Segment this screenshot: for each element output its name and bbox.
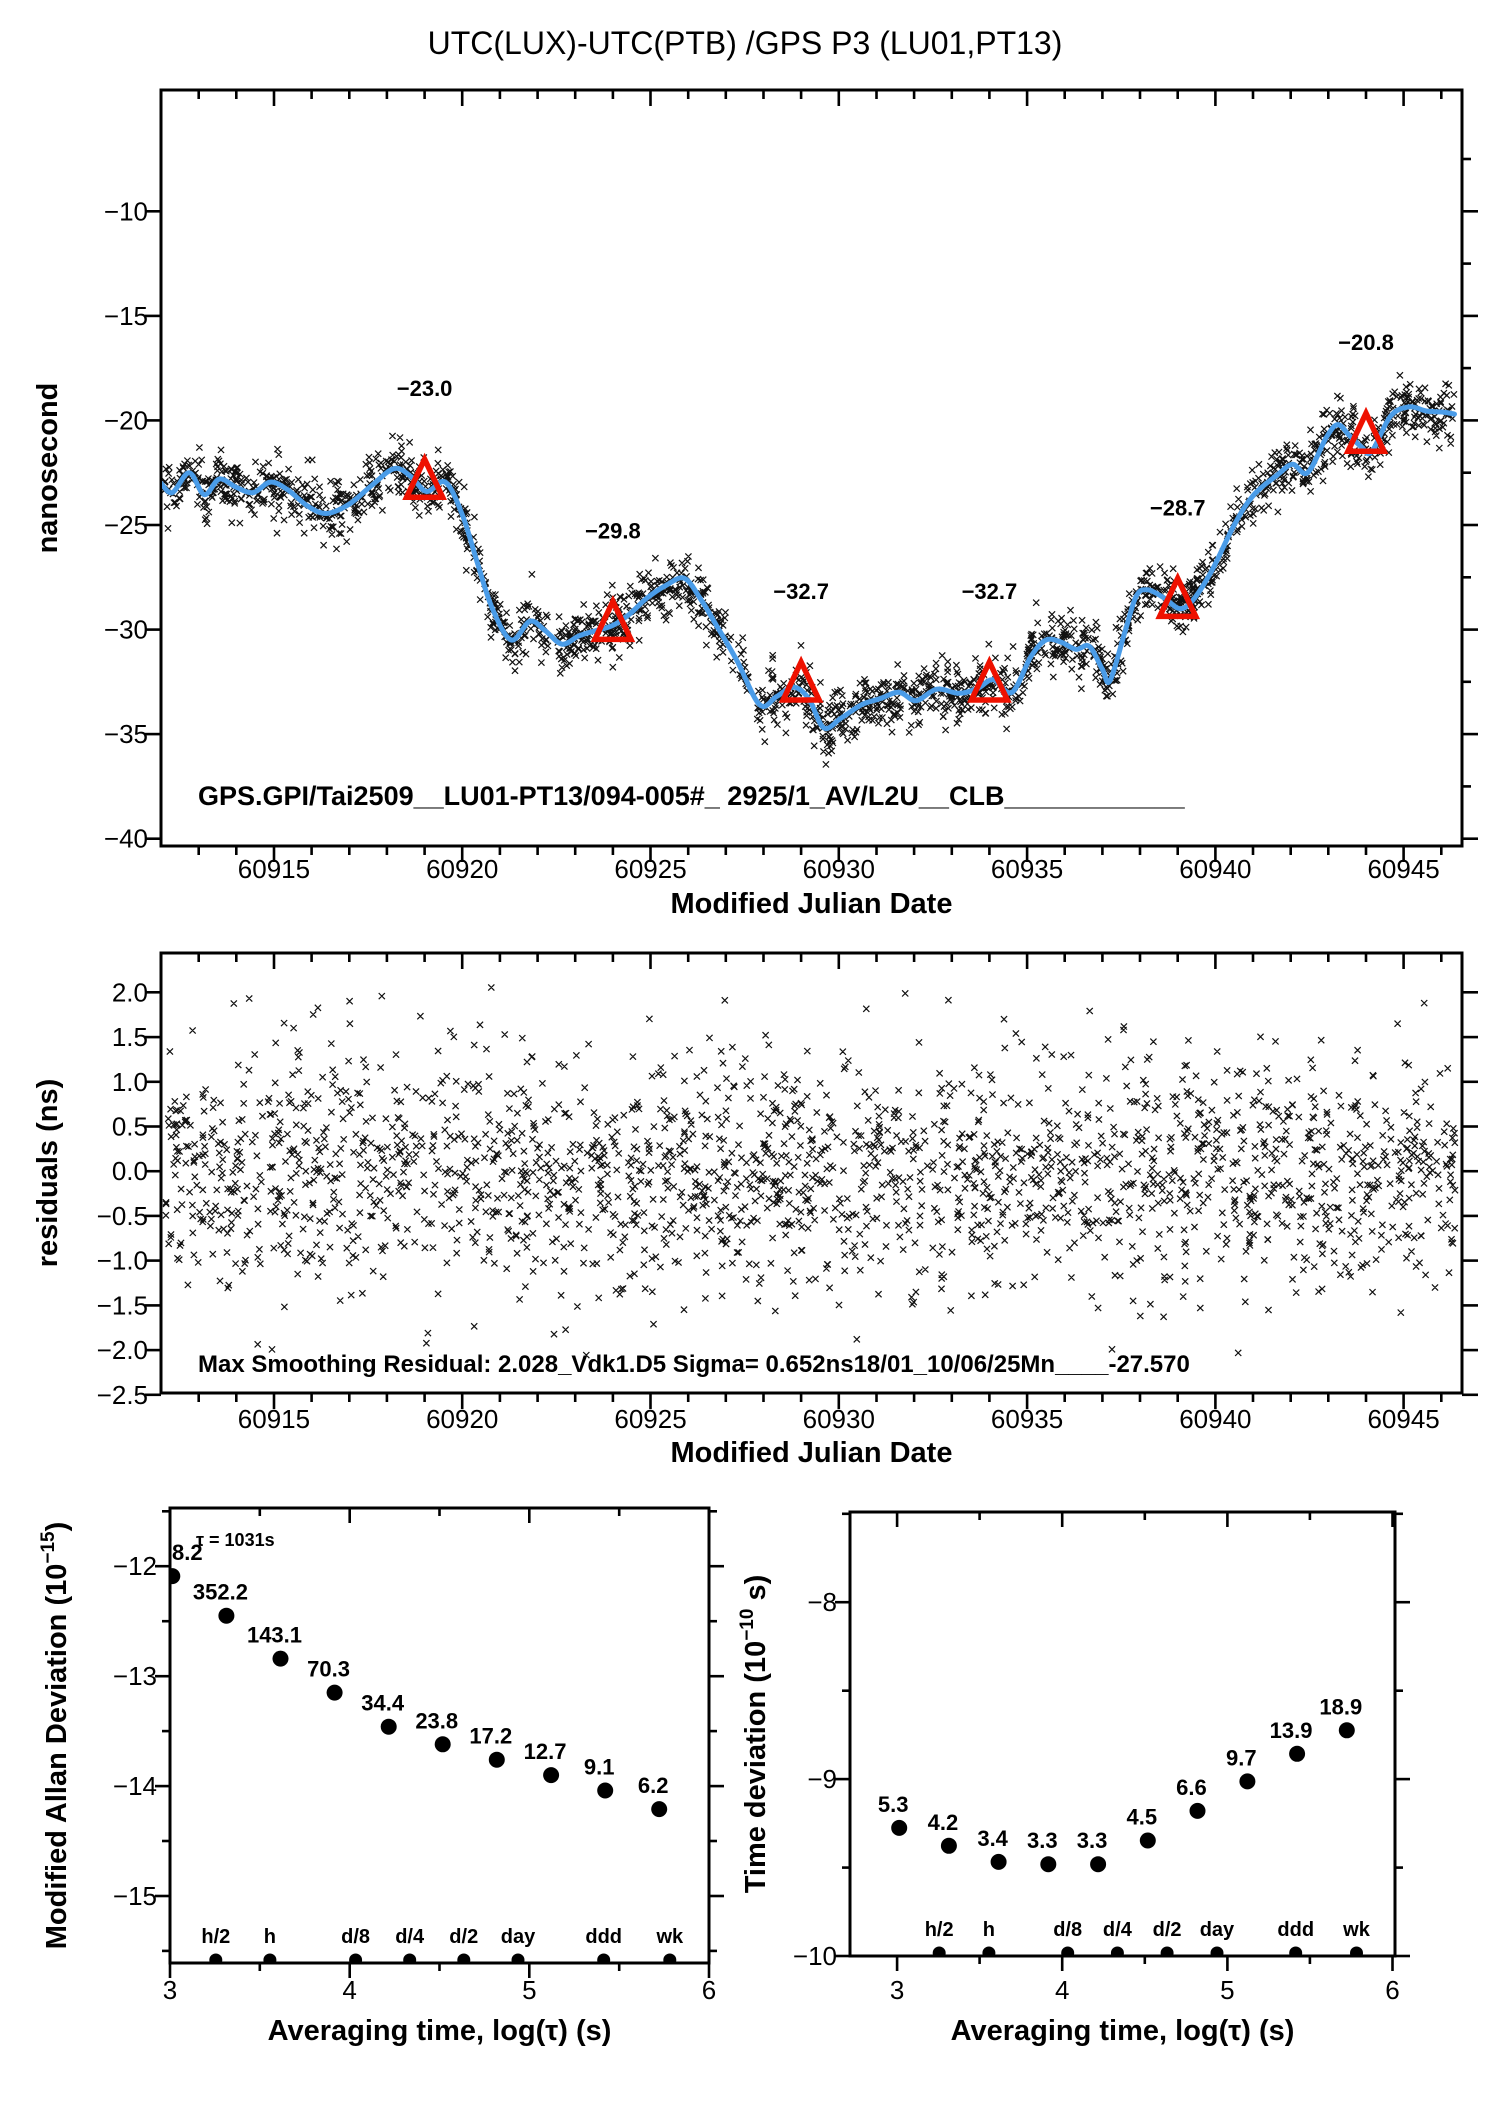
- calibration-marker-label: −32.7: [961, 579, 1018, 605]
- mdev-plot-y-axis-label: Modified Allan Deviation $(10^{-15})$: [38, 1521, 73, 1950]
- residuals-y-tick-label: −2.0: [96, 1335, 148, 1366]
- top-plot-y-tick-label: −15: [103, 300, 148, 331]
- tdev-plot-frame: [850, 1512, 1395, 1956]
- mdev-plot-data-point: [651, 1801, 667, 1817]
- tdev-plot-point-label: 3.4: [977, 1825, 1008, 1851]
- tdev-plot-point-label: 18.9: [1319, 1694, 1363, 1720]
- residuals-y-tick-label: −2.5: [96, 1379, 148, 1410]
- calibration-marker-label: −20.8: [1338, 330, 1394, 356]
- mdev-plot-point-label: 9.1: [583, 1754, 615, 1780]
- residuals-x-tick-label: 60920: [426, 1404, 499, 1434]
- residuals-x-tick-label: 60940: [1179, 1404, 1252, 1434]
- mdev-plot: [38, 1508, 724, 2047]
- time-mark-label: d/4: [1102, 1919, 1132, 1941]
- time-mark-dot: [1211, 1947, 1224, 1960]
- residuals-plot-frame: [161, 953, 1462, 1393]
- residuals-y-tick-label: 2.0: [111, 977, 148, 1008]
- time-mark-dot: [982, 1947, 995, 1960]
- mdev-plot-data-point: [327, 1685, 343, 1701]
- tdev-plot-y-tick-label: −8: [807, 1587, 837, 1618]
- time-mark-dot: [1289, 1947, 1302, 1960]
- residuals-x-tick-label: 60935: [990, 1404, 1064, 1434]
- tdev-plot-x-tick-label: 4: [1054, 1975, 1070, 2005]
- top-plot-x-major-ticks-top: [274, 90, 1404, 106]
- tdev-plot-y-axis-label: Time deviation ($10^{-10}$ s): [737, 1574, 772, 1894]
- mdev-plot-y-tick-label: −12: [112, 1551, 157, 1582]
- time-mark-dot: [663, 1954, 676, 1967]
- top-plot-y-tick-label: −30: [103, 614, 148, 645]
- top-plot-x-tick-label: 60915: [237, 854, 311, 884]
- time-mark-label: d/2: [449, 1926, 479, 1948]
- residuals-x-tick-label: 60930: [802, 1404, 875, 1434]
- top-plot-x-tick-label: 60925: [614, 854, 687, 884]
- mdev-plot-point-label: 8.2: [172, 1540, 203, 1566]
- top-plot-y-major-ticks-right: [1462, 211, 1478, 838]
- top-plot-y-tick-label: −10: [103, 196, 148, 227]
- time-mark-dot: [349, 1954, 362, 1967]
- time-mark-label: wk: [1343, 1919, 1370, 1941]
- tdev-plot-data-point: [891, 1820, 907, 1836]
- time-mark-label: d/8: [341, 1926, 371, 1948]
- tdev-plot-data-point: [1239, 1773, 1255, 1789]
- tdev-plot-baseline-marks: [933, 1947, 1363, 1960]
- mdev-plot-point-label: 34.4: [361, 1690, 405, 1716]
- tdev-plot-data-point: [1040, 1856, 1056, 1872]
- mdev-plot-point-label: 17.2: [469, 1723, 513, 1749]
- mdev-plot-x-tick-label: 5: [522, 1975, 537, 2005]
- mdev-plot-point-label: 12.7: [523, 1739, 567, 1765]
- tdev-plot-point-label: 5.3: [877, 1791, 909, 1817]
- time-mark-dot: [1350, 1947, 1363, 1960]
- time-mark-dot: [457, 1954, 470, 1967]
- mdev-plot-data-point: [218, 1608, 234, 1624]
- mdev-plot-x-tick-label: 4: [342, 1975, 357, 2005]
- mdev-plot-point-label: 70.3: [307, 1656, 350, 1682]
- tdev-plot-point-label: 4.5: [1126, 1804, 1158, 1830]
- mdev-plot-data-point: [543, 1767, 559, 1783]
- top-plot-annotation: GPS.GPI/Tai2509__LU01-PT13/094-005#_ 2925/1_AV/L2U__CLB____________: [198, 781, 1185, 811]
- tdev-plot-x-tick-label: 6: [1385, 1975, 1400, 2005]
- mdev-plot-data-point: [273, 1651, 289, 1667]
- top-plot-x-tick-label: 60945: [1367, 854, 1440, 884]
- top-plot-y-tick-label: −35: [103, 719, 148, 750]
- mdev-plot-x-tick-label: 3: [162, 1975, 178, 2005]
- tdev-plot-point-label: 6.6: [1176, 1774, 1207, 1800]
- mdev-plot-points: [164, 1568, 667, 1817]
- residuals-x-tick-label: 60915: [237, 1404, 311, 1434]
- mdev-plot-baseline-marks: [209, 1954, 676, 1967]
- mdev-plot-y-tick-label: −15: [112, 1880, 157, 1911]
- mdev-plot-data-point: [435, 1736, 451, 1752]
- residuals-plot: [32, 953, 1478, 1469]
- time-mark-label: h: [982, 1919, 996, 1941]
- time-mark-label: ddd: [585, 1926, 623, 1948]
- time-mark-label: ddd: [1277, 1919, 1315, 1941]
- mdev-plot-y-tick-label: −13: [112, 1661, 157, 1692]
- mdev-plot-data-point: [381, 1719, 397, 1735]
- residuals-x-tick-label: 60925: [614, 1404, 687, 1434]
- residuals-y-major-ticks-right: [1462, 992, 1478, 1395]
- residuals-y-tick-label: −1.0: [96, 1245, 148, 1276]
- tdev-plot-data-point: [1339, 1722, 1355, 1738]
- time-mark-label: h: [263, 1926, 277, 1948]
- tdev-plot-data-point: [991, 1854, 1007, 1870]
- time-mark-label: d/8: [1053, 1919, 1083, 1941]
- tdev-plot-y-tick-label: −9: [807, 1764, 837, 1795]
- time-mark-dot: [1111, 1947, 1124, 1960]
- mdev-plot-y-tick-label: −14: [112, 1771, 157, 1802]
- mdev-plot-data-point: [489, 1752, 505, 1768]
- tdev-plot-data-point: [1190, 1803, 1206, 1819]
- tdev-plot-y-major-ticks: [835, 1602, 850, 1956]
- top-plot-y-tick-label: −20: [103, 405, 148, 436]
- top-plot-x-tick-label: 60940: [1179, 854, 1252, 884]
- residuals-annotation: Max Smoothing Residual: 2.028_Vdk1.D5 Sigma= 0.652ns18/01_10/06/25Mn____-27.570: [198, 1351, 1190, 1378]
- tdev-plot-point-label: 4.2: [927, 1809, 959, 1835]
- tdev-plot-data-point: [1090, 1856, 1106, 1872]
- top-plot-x-tick-label: 60920: [426, 854, 499, 884]
- time-mark-dot: [263, 1954, 276, 1967]
- time-mark-label: wk: [656, 1926, 684, 1948]
- tdev-plot-point-label: 9.7: [1226, 1745, 1257, 1771]
- time-mark-dot: [597, 1954, 610, 1967]
- calibration-marker-label: −23.0: [396, 376, 453, 402]
- tdev-plot-point-label: 13.9: [1269, 1717, 1313, 1743]
- mdev-plot-tau-note: τ = 1031s: [196, 1530, 275, 1550]
- mdev-plot-x-tick-label: 6: [701, 1975, 717, 2005]
- top-plot-x-axis-label: Modified Julian Date: [670, 888, 953, 920]
- tdev-plot-x-axis-label: Averaging time, log(τ) (s): [950, 2015, 1295, 2047]
- tdev-plot-y-major-ticks-right: [1395, 1602, 1410, 1956]
- top-plot-y-tick-label: −40: [103, 823, 148, 854]
- mdev-plot-point-label: 352.2: [192, 1579, 248, 1605]
- tdev-plot-x-tick-label: 3: [889, 1975, 905, 2005]
- mdev-plot-point-label: 23.8: [415, 1708, 459, 1734]
- calibration-marker-label: −28.7: [1149, 495, 1206, 521]
- figure-title: UTC(LUX)-UTC(PTB) /GPS P3 (LU01,PT13): [427, 25, 1063, 61]
- residuals-y-tick-label: 1.0: [111, 1066, 148, 1097]
- mdev-plot-point-label: 143.1: [246, 1622, 303, 1648]
- tdev-plot-y-tick-label: −10: [792, 1941, 837, 1971]
- tdev-plot-point-label: 3.3: [1076, 1828, 1108, 1854]
- mdev-plot-data-point: [597, 1783, 613, 1799]
- mdev-plot-point-label: 6.2: [637, 1773, 669, 1799]
- tdev-plot-x-tick-label: 5: [1220, 1975, 1235, 2005]
- residuals-y-tick-label: 1.5: [111, 1022, 148, 1053]
- calibration-marker-label: −29.8: [585, 518, 641, 544]
- tdev-plot-data-point: [1289, 1746, 1305, 1762]
- time-mark-label: d/4: [395, 1926, 425, 1948]
- residuals-x-major-ticks-top: [274, 953, 1404, 969]
- mdev-plot-x-axis-label: Averaging time, log(τ) (s): [267, 2015, 612, 2047]
- top-plot-y-axis-label: nanosecond: [32, 382, 64, 554]
- residuals-y-tick-label: 0.5: [111, 1111, 148, 1142]
- residuals-y-tick-label: −0.5: [96, 1200, 148, 1231]
- top-plot-y-tick-label: −25: [103, 509, 148, 540]
- time-mark-label: day: [1199, 1919, 1235, 1941]
- top-plot-scatter-points: [161, 372, 1457, 767]
- residuals-y-tick-label: 0.0: [111, 1156, 148, 1187]
- time-mark-dot: [209, 1954, 222, 1967]
- time-mark-label: h/2: [201, 1926, 231, 1948]
- time-mark-dot: [512, 1954, 525, 1967]
- tdev-plot-data-point: [1140, 1833, 1156, 1849]
- time-mark-dot: [933, 1947, 946, 1960]
- residuals-x-tick-label: 60945: [1367, 1404, 1440, 1434]
- tdev-plot: [737, 1512, 1410, 2047]
- calibration-marker-label: −32.7: [773, 579, 829, 605]
- residuals-y-axis-label: residuals (ns): [32, 1078, 64, 1268]
- top-plot-x-tick-label: 60935: [990, 854, 1064, 884]
- residuals-scatter-points: [163, 984, 1458, 1358]
- time-mark-label: day: [500, 1926, 536, 1948]
- top-plot-x-tick-label: 60930: [802, 854, 875, 884]
- residuals-x-axis-label: Modified Julian Date: [670, 1437, 953, 1469]
- top-plot: [32, 90, 1478, 920]
- time-mark-label: d/2: [1152, 1919, 1182, 1941]
- mdev-plot-data-point: [164, 1568, 180, 1584]
- time-mark-label: h/2: [924, 1919, 954, 1941]
- mdev-plot-frame: [170, 1508, 709, 1963]
- tdev-plot-point-label: 3.3: [1027, 1828, 1058, 1854]
- tdev-plot-data-point: [941, 1838, 957, 1854]
- time-mark-dot: [1161, 1947, 1174, 1960]
- residuals-y-tick-label: −1.5: [96, 1290, 148, 1321]
- time-mark-dot: [403, 1954, 416, 1967]
- tdev-plot-points: [891, 1722, 1355, 1872]
